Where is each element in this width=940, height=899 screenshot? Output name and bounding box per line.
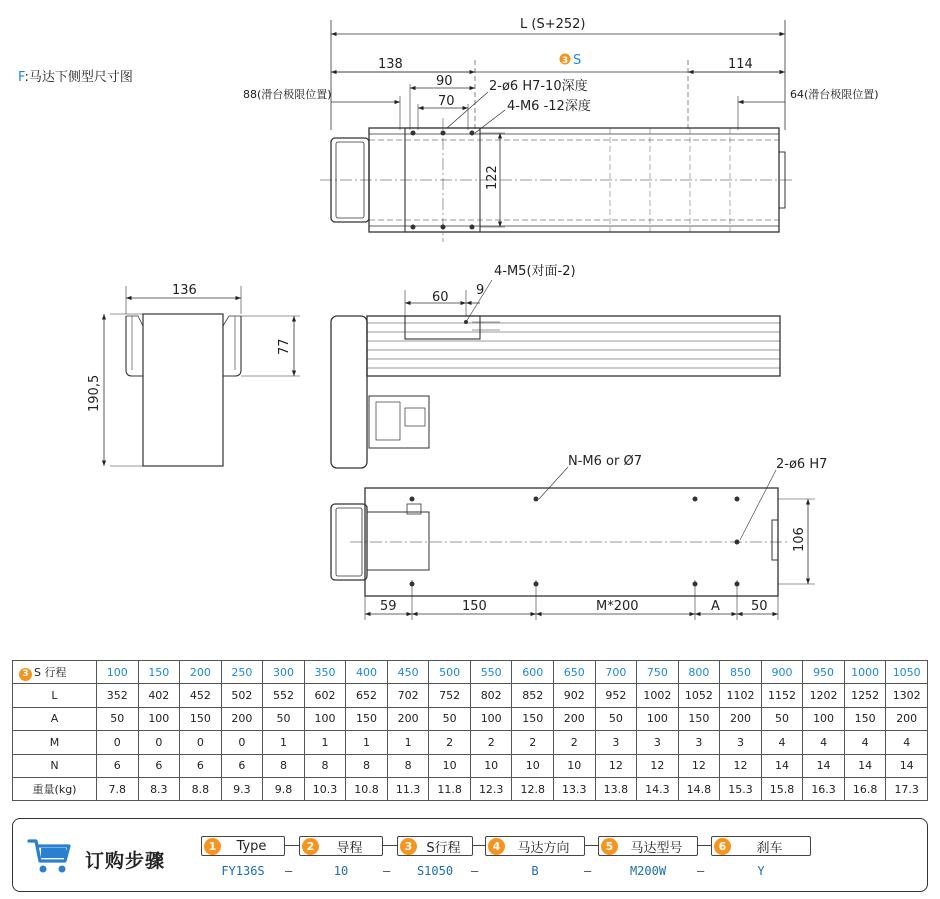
order-step-4 xyxy=(485,836,585,856)
table-cell: 100 xyxy=(470,707,512,730)
stroke-cell: 250 xyxy=(221,661,263,684)
table-cell: 150 xyxy=(512,707,554,730)
table-cell: 150 xyxy=(346,707,388,730)
step-connector xyxy=(383,845,397,846)
table-cell: 1 xyxy=(304,731,346,754)
table-cell: 1102 xyxy=(720,684,762,707)
table-cell: 9.3 xyxy=(221,777,263,800)
table-cell: 10 xyxy=(470,754,512,777)
order-value: B xyxy=(531,864,539,878)
table-cell: 1002 xyxy=(637,684,679,707)
stroke-cell: 1000 xyxy=(844,661,886,684)
table-cell: 502 xyxy=(221,684,263,707)
table-cell: 200 xyxy=(720,707,762,730)
table-cell: 50 xyxy=(97,707,139,730)
table-cell: 12.3 xyxy=(470,777,512,800)
step-connector xyxy=(585,845,598,846)
step-connector xyxy=(698,845,711,846)
stroke-cell: 900 xyxy=(761,661,803,684)
order-value: 10 xyxy=(333,864,349,878)
step-label: S行程 xyxy=(426,840,461,856)
table-cell: 12 xyxy=(678,754,720,777)
order-step-3 xyxy=(397,836,473,856)
table-cell: 17.3 xyxy=(886,777,928,800)
table-cell: 2 xyxy=(512,731,554,754)
table-cell: 452 xyxy=(180,684,222,707)
stroke-cell: 550 xyxy=(470,661,512,684)
table-cell: 150 xyxy=(844,707,886,730)
table-cell: 12 xyxy=(637,754,679,777)
dim-136: 136 xyxy=(172,283,197,298)
table-cell: 552 xyxy=(263,684,305,707)
table-cell: 14 xyxy=(844,754,886,777)
table-cell: 7.8 xyxy=(97,777,139,800)
stroke-cell: 350 xyxy=(304,661,346,684)
shopping-cart-icon xyxy=(27,835,73,875)
table-cell: 16.8 xyxy=(844,777,886,800)
table-cell: 3 xyxy=(678,731,720,754)
table-cell: 12 xyxy=(595,754,637,777)
dim-59: 59 xyxy=(380,599,397,614)
table-cell: 0 xyxy=(180,731,222,754)
table-cell: 8 xyxy=(263,754,305,777)
table-cell: 50 xyxy=(263,707,305,730)
table-cell: 702 xyxy=(387,684,429,707)
order-separator: — xyxy=(471,864,479,878)
order-value: S1050 xyxy=(416,864,454,878)
end-view xyxy=(104,286,300,466)
table-cell: 2 xyxy=(470,731,512,754)
stroke-cell: 850 xyxy=(720,661,762,684)
dim-90: 90 xyxy=(436,74,453,89)
table-cell: 652 xyxy=(346,684,388,707)
dim-50: 50 xyxy=(751,599,768,614)
table-cell: 11.3 xyxy=(387,777,429,800)
step-label: 导程 xyxy=(336,840,363,856)
table-row xyxy=(13,754,928,777)
dim-70: 70 xyxy=(438,94,455,109)
dim-150: 150 xyxy=(462,599,487,614)
section-key: F xyxy=(18,70,25,85)
dim-60: 60 xyxy=(432,290,449,305)
stroke-cell: 200 xyxy=(180,661,222,684)
stroke-cell: 500 xyxy=(429,661,471,684)
table-cell: 752 xyxy=(429,684,471,707)
dim-a: A xyxy=(711,599,720,614)
order-title: 订购步骤 xyxy=(85,850,166,872)
table-cell: 50 xyxy=(595,707,637,730)
table-cell: 10.8 xyxy=(346,777,388,800)
table-cell: 1 xyxy=(346,731,388,754)
table-cell: 802 xyxy=(470,684,512,707)
order-value: Y xyxy=(757,864,765,878)
stroke-cell: 150 xyxy=(138,661,180,684)
dim-138: 138 xyxy=(378,57,403,72)
step-number-badge: 5 xyxy=(601,838,618,855)
table-cell: 14.3 xyxy=(637,777,679,800)
stroke-cell: 1050 xyxy=(886,661,928,684)
stroke-cell: 950 xyxy=(803,661,845,684)
table-cell: 3 xyxy=(637,731,679,754)
table-cell: 8.8 xyxy=(180,777,222,800)
table-cell: 0 xyxy=(97,731,139,754)
step-number-badge: 4 xyxy=(488,838,505,855)
table-cell: 1202 xyxy=(803,684,845,707)
table-cell: 1152 xyxy=(761,684,803,707)
table-cell: 3 xyxy=(720,731,762,754)
table-cell: 15.8 xyxy=(761,777,803,800)
table-cell: 6 xyxy=(138,754,180,777)
table-cell: 14.8 xyxy=(678,777,720,800)
order-value: M200W xyxy=(629,864,667,878)
order-separator: — xyxy=(285,864,293,878)
order-value: FY136S xyxy=(221,864,265,878)
table-cell: 150 xyxy=(180,707,222,730)
step-label: Type xyxy=(236,838,267,854)
row-label: M xyxy=(13,731,97,754)
step-number-badge: 1 xyxy=(204,838,221,855)
stroke-cell: 800 xyxy=(678,661,720,684)
table-cell: 200 xyxy=(221,707,263,730)
table-header-row xyxy=(13,661,928,684)
hole-spec-1: 2-ø6 H7-10深度 xyxy=(489,79,588,94)
stroke-cell: 300 xyxy=(263,661,305,684)
table-cell: 402 xyxy=(138,684,180,707)
nm6-spec: N-M6 or Ø7 xyxy=(568,454,642,469)
table-cell: 1302 xyxy=(886,684,928,707)
stroke-cell: 100 xyxy=(97,661,139,684)
table-cell: 11.8 xyxy=(429,777,471,800)
dim-overall-length: L (S+252) xyxy=(520,17,586,32)
m5-spec: 4-M5(对面-2) xyxy=(494,264,576,279)
table-cell: 200 xyxy=(387,707,429,730)
row-label: N xyxy=(13,754,97,777)
section-label xyxy=(18,66,133,85)
table-row xyxy=(13,707,928,730)
hole-spec-3: 2-ø6 H7 xyxy=(776,457,828,472)
step-number-badge: 2 xyxy=(302,838,319,855)
order-separator: — xyxy=(697,864,705,878)
section-title: :马达下侧型尺寸图 xyxy=(24,70,133,85)
table-cell: 100 xyxy=(637,707,679,730)
table-cell: 50 xyxy=(761,707,803,730)
table-cell: 8 xyxy=(346,754,388,777)
table-cell: 14 xyxy=(761,754,803,777)
table-cell: 4 xyxy=(761,731,803,754)
table-cell: 0 xyxy=(221,731,263,754)
table-cell: 10 xyxy=(429,754,471,777)
order-separator: — xyxy=(383,864,391,878)
table-cell: 12.8 xyxy=(512,777,554,800)
stroke-cell: 700 xyxy=(595,661,637,684)
table-cell: 1052 xyxy=(678,684,720,707)
dim-122: 122 xyxy=(485,165,500,190)
table-cell: 6 xyxy=(97,754,139,777)
table-cell: 1 xyxy=(263,731,305,754)
row-label: 重量(kg) xyxy=(13,777,97,800)
dim-64-limit: 64(滑台极限位置) xyxy=(790,88,879,101)
table-cell: 14 xyxy=(886,754,928,777)
table-cell: 150 xyxy=(678,707,720,730)
stroke-cell: 650 xyxy=(554,661,596,684)
dim-9: 9 xyxy=(476,283,485,298)
table-cell: 13.8 xyxy=(595,777,637,800)
table-cell: 902 xyxy=(554,684,596,707)
table-cell: 9.8 xyxy=(263,777,305,800)
table-cell: 100 xyxy=(138,707,180,730)
table-cell: 10 xyxy=(554,754,596,777)
stroke-header xyxy=(13,661,97,684)
table-cell: 6 xyxy=(221,754,263,777)
order-step-1 xyxy=(201,836,285,856)
order-separator: — xyxy=(584,864,592,878)
step-number-badge: 3 xyxy=(400,838,417,855)
table-cell: 1252 xyxy=(844,684,886,707)
step-label: 刹车 xyxy=(756,840,783,856)
stroke-cell: 400 xyxy=(346,661,388,684)
table-cell: 10.3 xyxy=(304,777,346,800)
table-cell: 100 xyxy=(304,707,346,730)
table-cell: 50 xyxy=(429,707,471,730)
table-cell: 4 xyxy=(886,731,928,754)
step-label: 马达型号 xyxy=(630,840,683,856)
dim-114: 114 xyxy=(728,57,753,72)
table-cell: 12 xyxy=(720,754,762,777)
table-cell: 3 xyxy=(595,731,637,754)
stroke-header-label: S 行程 xyxy=(34,665,67,679)
order-step-6 xyxy=(711,836,811,856)
table-cell: 8.3 xyxy=(138,777,180,800)
stroke-badge: 3 xyxy=(561,56,569,66)
table-cell: 8 xyxy=(304,754,346,777)
table-cell: 952 xyxy=(595,684,637,707)
side-view xyxy=(331,280,780,468)
table-row xyxy=(13,731,928,754)
dim-190-5: 190,5 xyxy=(87,374,102,412)
table-cell: 8 xyxy=(387,754,429,777)
table-row xyxy=(13,777,928,800)
table-cell: 16.3 xyxy=(803,777,845,800)
table-cell: 2 xyxy=(554,731,596,754)
table-cell: 1 xyxy=(387,731,429,754)
order-step-5 xyxy=(598,836,698,856)
table-cell: 13.3 xyxy=(554,777,596,800)
table-cell: 14 xyxy=(803,754,845,777)
table-cell: 852 xyxy=(512,684,554,707)
dim-106: 106 xyxy=(792,527,807,552)
dim-stroke: S xyxy=(573,53,582,68)
table-cell: 10 xyxy=(512,754,554,777)
dim-77: 77 xyxy=(277,338,292,355)
stroke-header-badge: 3 xyxy=(19,668,32,681)
step-number-badge: 6 xyxy=(714,838,731,855)
table-cell: 352 xyxy=(97,684,139,707)
stroke-cell: 750 xyxy=(637,661,679,684)
order-step-2 xyxy=(299,836,383,856)
step-connector xyxy=(285,845,299,846)
spec-table xyxy=(12,660,928,801)
hole-spec-2: 4-M6 -12深度 xyxy=(507,99,591,114)
table-row xyxy=(13,684,928,707)
row-label: A xyxy=(13,707,97,730)
step-label: 马达方向 xyxy=(517,840,570,856)
step-connector xyxy=(473,845,485,846)
bottom-view xyxy=(331,467,815,620)
stroke-cell: 600 xyxy=(512,661,554,684)
table-cell: 602 xyxy=(304,684,346,707)
table-cell: 100 xyxy=(803,707,845,730)
table-cell: 4 xyxy=(844,731,886,754)
table-cell: 200 xyxy=(554,707,596,730)
row-label: L xyxy=(13,684,97,707)
table-cell: 15.3 xyxy=(720,777,762,800)
dim-88-limit: 88(滑台极限位置) xyxy=(243,88,332,101)
table-cell: 0 xyxy=(138,731,180,754)
dim-m200: M*200 xyxy=(596,599,639,614)
table-cell: 6 xyxy=(180,754,222,777)
table-cell: 2 xyxy=(429,731,471,754)
stroke-cell: 450 xyxy=(387,661,429,684)
table-cell: 4 xyxy=(803,731,845,754)
order-steps-panel xyxy=(12,818,928,892)
table-cell: 200 xyxy=(886,707,928,730)
top-view xyxy=(320,20,795,242)
